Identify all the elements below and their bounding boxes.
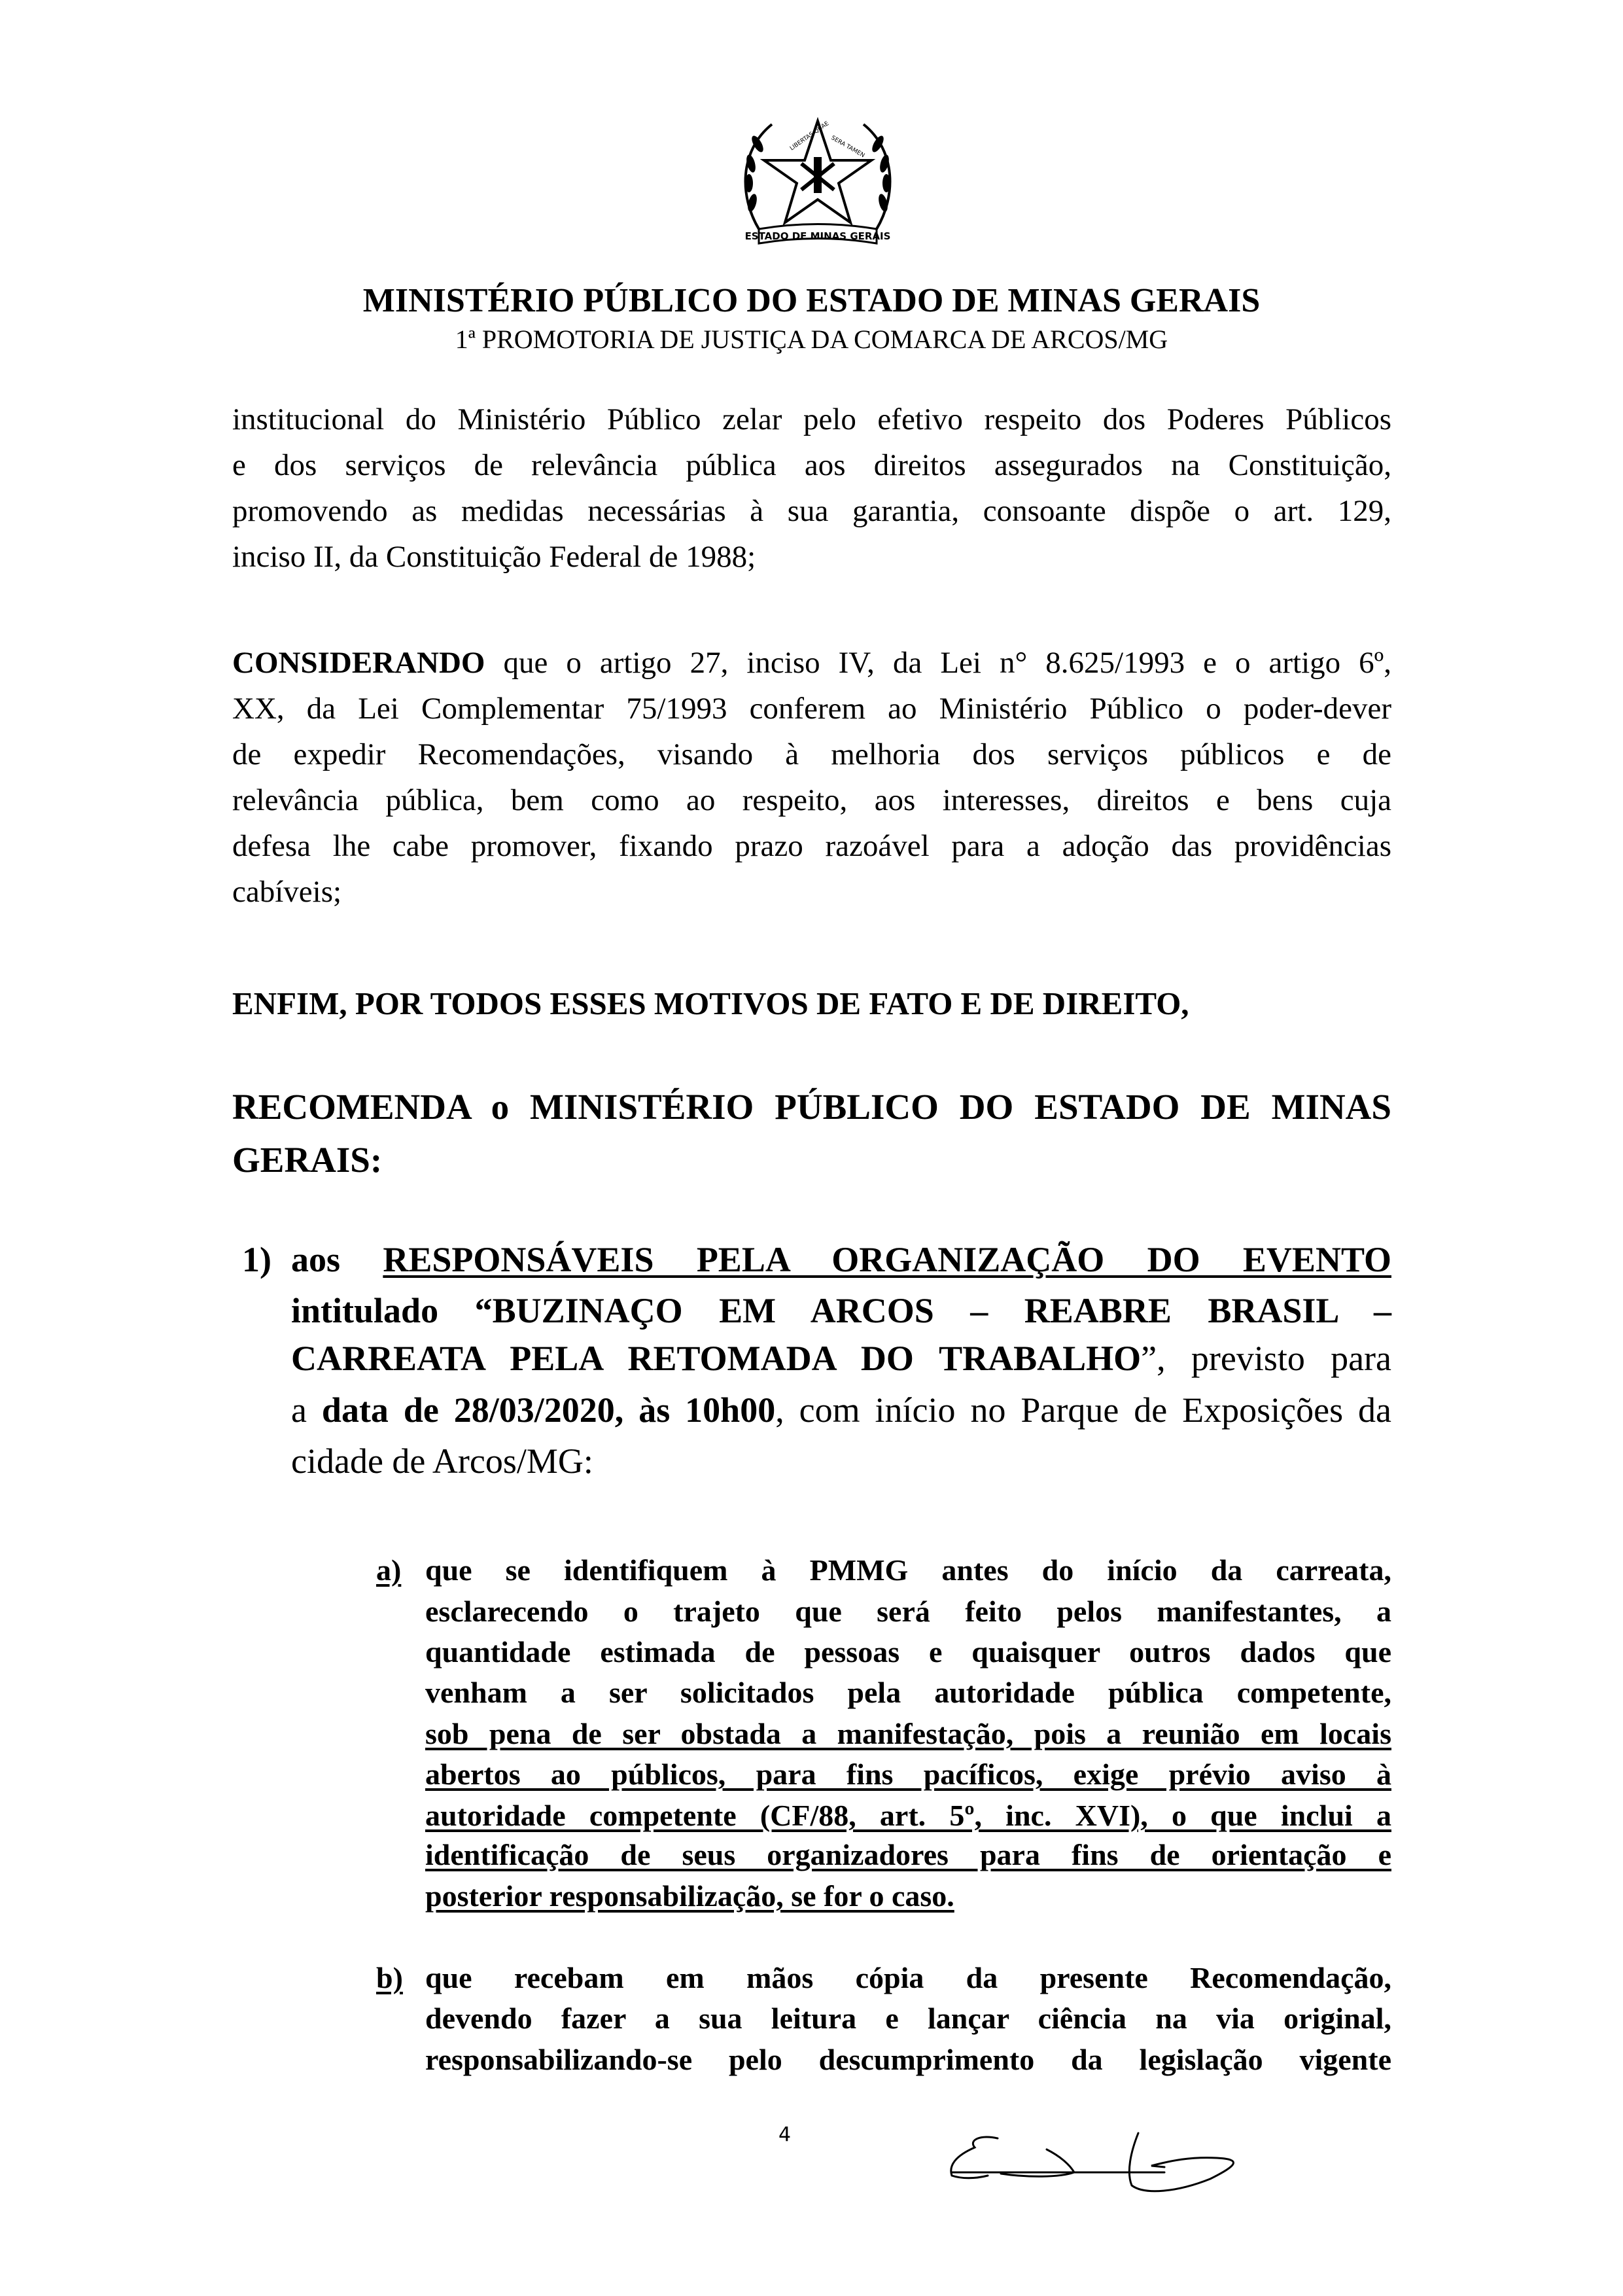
item-a-line: quantidade estimada de pessoas e quaisquer outros dados que bbox=[425, 1635, 1391, 1669]
item1-text: , com início no Parque de Exposições da bbox=[775, 1390, 1391, 1430]
item-b-line: responsabilizando-se pelo descumprimento da legislação vigente bbox=[425, 2043, 1391, 2076]
item1-text: a bbox=[291, 1390, 322, 1430]
para2-line: de expedir Recomendações, visando à melhoria dos serviços públicos e de bbox=[232, 737, 1391, 771]
seal-motto-left: LIBERTAS QUAE bbox=[788, 120, 831, 152]
handwritten-signature bbox=[903, 2120, 1295, 2199]
para1-line: promovendo as medidas necessárias à sua garantia, consoante dispõe o art. 129, bbox=[232, 494, 1391, 528]
item1-responsaveis: RESPONSÁVEIS PELA ORGANIZAÇÃO DO EVENTO bbox=[383, 1240, 1391, 1279]
para1-line: institucional do Ministério Público zelar pelo efetivo respeito dos Poderes Públicos bbox=[232, 402, 1391, 436]
seal-banner-text: ESTADO DE MINAS GERAIS bbox=[744, 230, 891, 242]
header-title: MINISTÉRIO PÚBLICO DO ESTADO DE MINAS GERAIS bbox=[362, 282, 1261, 319]
item1-event-name: CARREATA PELA RETOMADA DO TRABALHO bbox=[291, 1339, 1142, 1378]
item-b-marker: b) bbox=[376, 1961, 403, 1994]
item1-text: ”, previsto para bbox=[1141, 1339, 1391, 1378]
para1-line: inciso II, da Constituição Federal de 1988; bbox=[232, 540, 756, 574]
item-a-underlined-line: abertos ao públicos, para fins pacíficos, exige prévio aviso à bbox=[425, 1757, 1391, 1791]
item-a-underlined-line: posterior responsabilização, se for o caso. bbox=[425, 1879, 954, 1913]
item-b-line: devendo fazer a sua leitura e lançar ciência na via original, bbox=[425, 2002, 1391, 2035]
item1-line bbox=[291, 1239, 1391, 1280]
recomenda-heading-line1: RECOMENDA o MINISTÉRIO PÚBLICO DO ESTADO DE MINAS bbox=[232, 1087, 1391, 1127]
page-number: 4 bbox=[778, 2123, 792, 2146]
item-a-underlined-line: identificação de seus organizadores para fins de orientação e bbox=[425, 1838, 1391, 1871]
item-a-line: esclarecendo o trajeto que será feito pelos manifestantes, a bbox=[425, 1595, 1391, 1628]
enfim-heading: ENFIM, POR TODOS ESSES MOTIVOS DE FATO E DE DIREITO, bbox=[232, 985, 1189, 1021]
item-a-line: venham a ser solicitados pela autoridade pública competente, bbox=[425, 1676, 1391, 1709]
item-b-line: que recebam em mãos cópia da presente Recomendação, bbox=[425, 1961, 1391, 1994]
considerando-label: CONSIDERANDO bbox=[232, 646, 485, 680]
item1-line: intitulado “BUZINAÇO EM ARCOS – REABRE BRASIL – bbox=[291, 1291, 1391, 1330]
item1-marker: 1) bbox=[242, 1240, 271, 1279]
seal-motto-right: SERA TAMEN bbox=[829, 134, 866, 160]
item-a-underlined-line: sob pena de ser obstada a manifestação, pois a reunião em locais bbox=[425, 1717, 1391, 1750]
para2-text: que o artigo 27, inciso IV, da Lei n° 8.625/1993 e o artigo 6º, bbox=[485, 646, 1391, 680]
para2-line: XX, da Lei Complementar 75/1993 conferem ao Ministério Público o poder-dever bbox=[232, 692, 1391, 726]
recomenda-heading-line2: GERAIS: bbox=[232, 1140, 383, 1180]
item1-line: cidade de Arcos/MG: bbox=[291, 1441, 593, 1481]
para2-line: cabíveis; bbox=[232, 875, 342, 909]
item1-line bbox=[291, 1337, 1391, 1379]
item1-aos: aos bbox=[291, 1240, 383, 1279]
para1-line: e dos serviços de relevância pública aos direitos assegurados na Constituição, bbox=[232, 448, 1391, 482]
item-a-underlined-line: autoridade competente (CF/88, art. 5º, inc. XVI), o que inclui a bbox=[425, 1799, 1391, 1832]
item-a-marker: a) bbox=[376, 1553, 402, 1587]
header-subtitle: 1ª PROMOTORIA DE JUSTIÇA DA COMARCA DE ARCOS/MG bbox=[455, 325, 1168, 354]
minas-gerais-coat-of-arms-seal bbox=[733, 98, 903, 255]
item-a-line: que se identifiquem à PMMG antes do início da carreata, bbox=[425, 1553, 1391, 1587]
para2-line: relevância pública, bem como ao respeito, aos interesses, direitos e bens cuja bbox=[232, 783, 1391, 817]
item1-date: data de 28/03/2020, às 10h00 bbox=[321, 1390, 776, 1430]
item1-line bbox=[291, 1389, 1391, 1431]
para2-line bbox=[232, 645, 1391, 681]
para2-line: defesa lhe cabe promover, fixando prazo razoável para a adoção das providências bbox=[232, 829, 1391, 863]
